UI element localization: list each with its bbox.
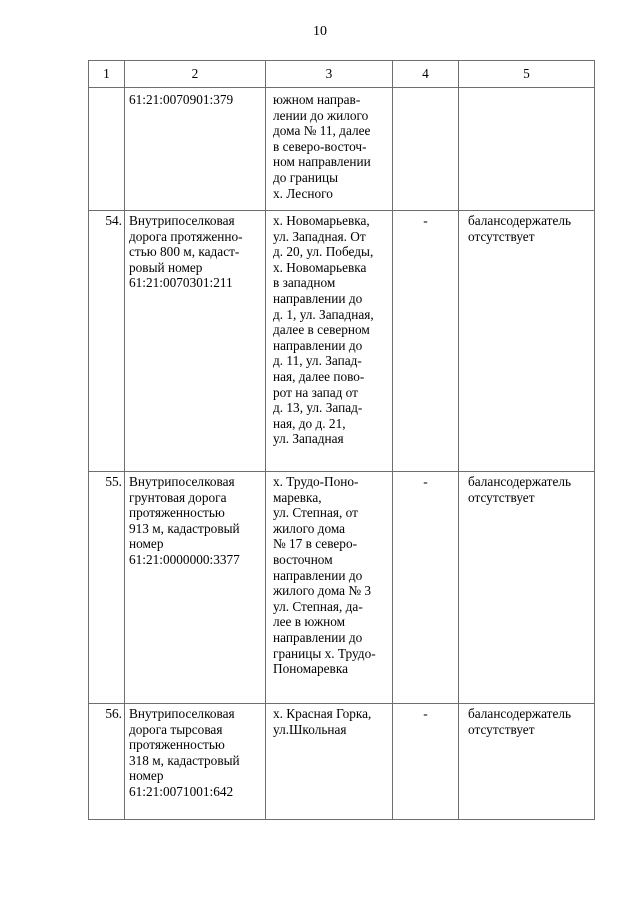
balance-holder: балансодержатель отсутствует [468, 474, 572, 505]
road-location: х. Красная Горка, ул.Школьная [273, 706, 372, 737]
road-description: 61:21:0070901:379 [129, 92, 234, 107]
road-location: южном направ- лении до жилого дома № 11, далее в северо-восточ- ном направлении до границы х. Лесного [273, 92, 371, 201]
road-description: Внутрипоселковая дорога протяженно- стью 800 м, кадаст- ровый номер 61:21:0070301:211 [129, 213, 243, 291]
row-number: 56. [105, 706, 122, 721]
header-col-4: 4 [393, 61, 459, 88]
row-number: 55. [105, 474, 122, 489]
header-col-1: 1 [89, 61, 125, 88]
road-description: Внутрипоселковая дорога тырсовая протяженностью 318 м, кадастровый номер 61:21:0071001:642 [129, 706, 240, 799]
col4-value [393, 88, 458, 92]
header-col-5: 5 [459, 61, 595, 88]
col4-value: - [423, 706, 428, 721]
balance-holder: балансодержатель отсутствует [468, 213, 572, 244]
road-description: Внутрипоселковая грунтовая дорога протяженностью 913 м, кадастровый номер 61:21:0000000:3377 [129, 474, 240, 567]
table-row [89, 88, 595, 211]
balance-holder: балансодержатель отсутствует [468, 706, 572, 737]
road-registry-table [88, 60, 595, 820]
page-number: 10 [313, 24, 327, 39]
road-location: х. Трудо-Поно- маревка, ул. Степная, от жилого дома № 17 в северо- восточном направлении до жилого дома № 3 ул. Степная, да- лее в южном направлении до границы х. Трудо- Пономаревка [273, 474, 376, 677]
table-row [89, 472, 595, 704]
row-number [89, 88, 124, 92]
header-col-2: 2 [125, 61, 266, 88]
table-row [89, 704, 595, 820]
balance-holder [459, 88, 594, 92]
header-col-3: 3 [266, 61, 393, 88]
col4-value: - [423, 474, 428, 489]
table-row [89, 211, 595, 472]
table-header-row [89, 61, 595, 88]
col4-value: - [423, 213, 428, 228]
road-location: х. Новомарьевка, ул. Западная. От д. 20, ул. Победы, х. Новомарьевка в западном направлении до д. 1, ул. Западная, далее в северном направлении до д. 11, ул. Запад- ная, далее пово- рот на запад от д. 13, ул. Запад- ная, до д. 21, ул. Западная [273, 213, 374, 447]
row-number: 54. [105, 213, 122, 228]
